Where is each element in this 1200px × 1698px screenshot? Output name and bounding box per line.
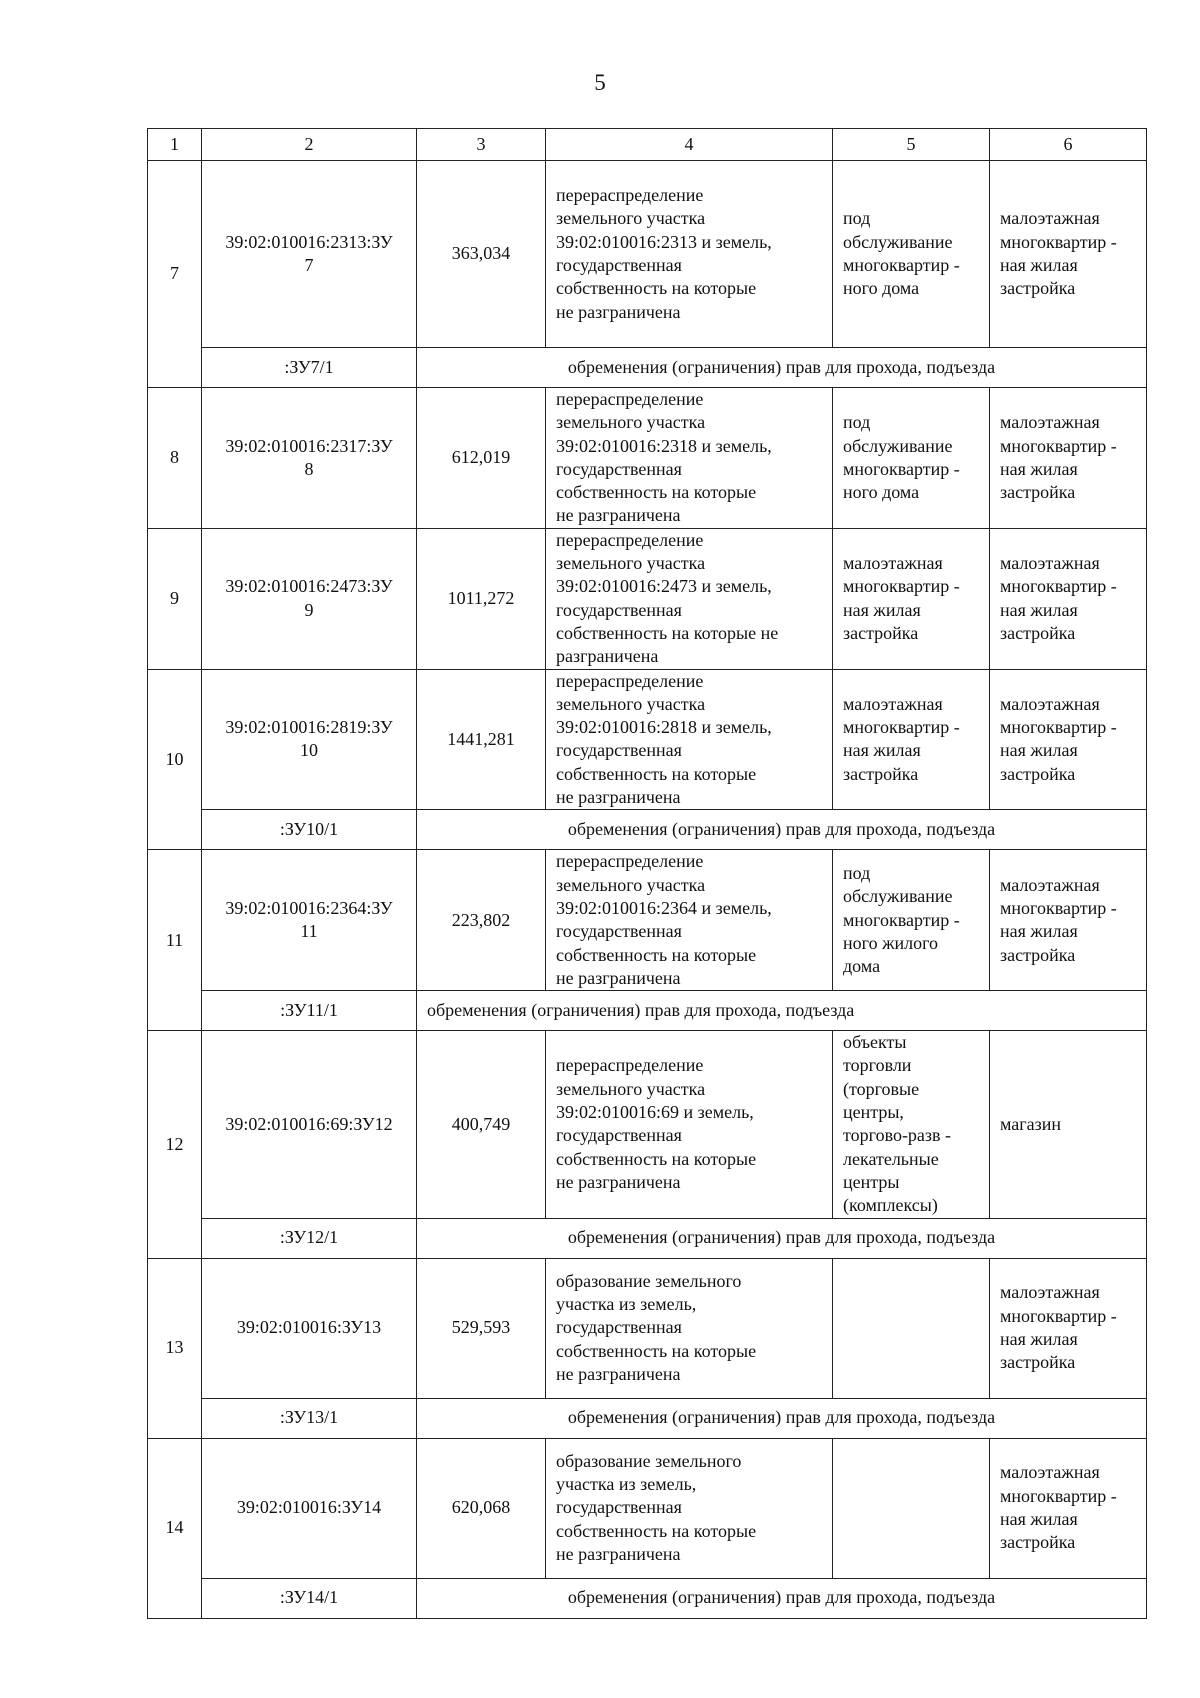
table-row bbox=[148, 669, 1147, 810]
formation-method: перераспределение земельного участка 39:02:010016:2318 и земель, государственная собственность на которые не разграничена bbox=[546, 388, 833, 529]
table-row bbox=[148, 388, 1147, 529]
formation-method: перераспределение земельного участка 39:02:010016:2313 и земель, государственная собственность на которые не разграничена bbox=[546, 161, 833, 348]
area-value: 1441,281 bbox=[417, 669, 546, 810]
area-value: 363,034 bbox=[417, 161, 546, 348]
table-row bbox=[148, 850, 1147, 991]
encumbrance-row bbox=[148, 1218, 1147, 1258]
table-row bbox=[148, 161, 1147, 348]
area-value: 612,019 bbox=[417, 388, 546, 529]
column-header: 6 bbox=[990, 129, 1147, 161]
encumbrance-code: :ЗУ12/1 bbox=[202, 1218, 417, 1258]
table-row bbox=[148, 1258, 1147, 1398]
area-value: 529,593 bbox=[417, 1258, 546, 1398]
row-number: 12 bbox=[148, 1031, 202, 1258]
cadastral-number: 39:02:010016:ЗУ14 bbox=[202, 1438, 417, 1578]
encumbrance-text: обременения (ограничения) прав для прохода, подъезда bbox=[417, 1398, 1147, 1438]
row-number: 13 bbox=[148, 1258, 202, 1438]
table-row bbox=[148, 1438, 1147, 1578]
planned-use: малоэтажная многоквартир - ная жилая застройка bbox=[990, 850, 1147, 991]
column-header: 2 bbox=[202, 129, 417, 161]
encumbrance-text: обременения (ограничения) прав для прохода, подъезда bbox=[417, 991, 1147, 1031]
cadastral-number: 39:02:010016:69:ЗУ12 bbox=[202, 1031, 417, 1218]
encumbrance-text: обременения (ограничения) прав для прохода, подъезда bbox=[417, 1218, 1147, 1258]
column-header: 4 bbox=[546, 129, 833, 161]
area-value: 223,802 bbox=[417, 850, 546, 991]
current-use: под обслуживание многоквартир - ного дома bbox=[833, 161, 990, 348]
row-number: 11 bbox=[148, 850, 202, 1031]
encumbrance-code: :ЗУ13/1 bbox=[202, 1398, 417, 1438]
column-header: 1 bbox=[148, 129, 202, 161]
planned-use: малоэтажная многоквартир - ная жилая застройка bbox=[990, 669, 1147, 810]
planned-use: малоэтажная многоквартир - ная жилая застройка bbox=[990, 1438, 1147, 1578]
encumbrance-row bbox=[148, 810, 1147, 850]
formation-method: образование земельного участка из земель, государственная собственность на которые не разграничена bbox=[546, 1258, 833, 1398]
encumbrance-row bbox=[148, 991, 1147, 1031]
row-number: 9 bbox=[148, 528, 202, 669]
current-use: под обслуживание многоквартир - ного жилого дома bbox=[833, 850, 990, 991]
row-number: 14 bbox=[148, 1438, 202, 1618]
current-use: малоэтажная многоквартир - ная жилая застройка bbox=[833, 528, 990, 669]
column-header: 3 bbox=[417, 129, 546, 161]
encumbrance-code: :ЗУ11/1 bbox=[202, 991, 417, 1031]
encumbrance-code: :ЗУ7/1 bbox=[202, 348, 417, 388]
cadastral-number: 39:02:010016:2364:ЗУ 11 bbox=[202, 850, 417, 991]
formation-method: перераспределение земельного участка 39:02:010016:2364 и земель, государственная собственность на которые не разграничена bbox=[546, 850, 833, 991]
planned-use: малоэтажная многоквартир - ная жилая застройка bbox=[990, 161, 1147, 348]
encumbrance-row bbox=[148, 1398, 1147, 1438]
row-number: 10 bbox=[148, 669, 202, 850]
table-header-row bbox=[148, 129, 1147, 161]
cadastral-number: 39:02:010016:2819:ЗУ 10 bbox=[202, 669, 417, 810]
column-header: 5 bbox=[833, 129, 990, 161]
table-row bbox=[148, 528, 1147, 669]
current-use bbox=[833, 1438, 990, 1578]
encumbrance-text: обременения (ограничения) прав для прохода, подъезда bbox=[417, 1578, 1147, 1618]
encumbrance-row bbox=[148, 1578, 1147, 1618]
current-use: объекты торговли (торговые центры, торгово-разв - лекательные центры (комплексы) bbox=[833, 1031, 990, 1218]
cadastral-number: 39:02:010016:2313:ЗУ 7 bbox=[202, 161, 417, 348]
area-value: 1011,272 bbox=[417, 528, 546, 669]
formation-method: образование земельного участка из земель, государственная собственность на которые не разграничена bbox=[546, 1438, 833, 1578]
page-number: 5 bbox=[594, 70, 606, 95]
encumbrance-code: :ЗУ14/1 bbox=[202, 1578, 417, 1618]
formation-method: перераспределение земельного участка 39:02:010016:2473 и земель, государственная собственность на которые не разграничена bbox=[546, 528, 833, 669]
cadastral-number: 39:02:010016:2317:ЗУ 8 bbox=[202, 388, 417, 529]
table-row bbox=[148, 1031, 1147, 1218]
encumbrance-text: обременения (ограничения) прав для прохода, подъезда bbox=[417, 348, 1147, 388]
formation-method: перераспределение земельного участка 39:02:010016:69 и земель, государственная собственность на которые не разграничена bbox=[546, 1031, 833, 1218]
planned-use: малоэтажная многоквартир - ная жилая застройка bbox=[990, 528, 1147, 669]
planned-use: малоэтажная многоквартир - ная жилая застройка bbox=[990, 388, 1147, 529]
row-number: 7 bbox=[148, 161, 202, 388]
cadastral-number: 39:02:010016:2473:ЗУ 9 bbox=[202, 528, 417, 669]
planned-use: малоэтажная многоквартир - ная жилая застройка bbox=[990, 1258, 1147, 1398]
encumbrance-text: обременения (ограничения) прав для прохода, подъезда bbox=[417, 810, 1147, 850]
area-value: 400,749 bbox=[417, 1031, 546, 1218]
current-use: под обслуживание многоквартир - ного дома bbox=[833, 388, 990, 529]
encumbrance-row bbox=[148, 348, 1147, 388]
cadastral-number: 39:02:010016:ЗУ13 bbox=[202, 1258, 417, 1398]
formation-method: перераспределение земельного участка 39:02:010016:2818 и земель, государственная собственность на которые не разграничена bbox=[546, 669, 833, 810]
planned-use: магазин bbox=[990, 1031, 1147, 1218]
current-use bbox=[833, 1258, 990, 1398]
area-value: 620,068 bbox=[417, 1438, 546, 1578]
land-plots-table bbox=[147, 128, 1147, 1619]
current-use: малоэтажная многоквартир - ная жилая застройка bbox=[833, 669, 990, 810]
row-number: 8 bbox=[148, 388, 202, 529]
encumbrance-code: :ЗУ10/1 bbox=[202, 810, 417, 850]
